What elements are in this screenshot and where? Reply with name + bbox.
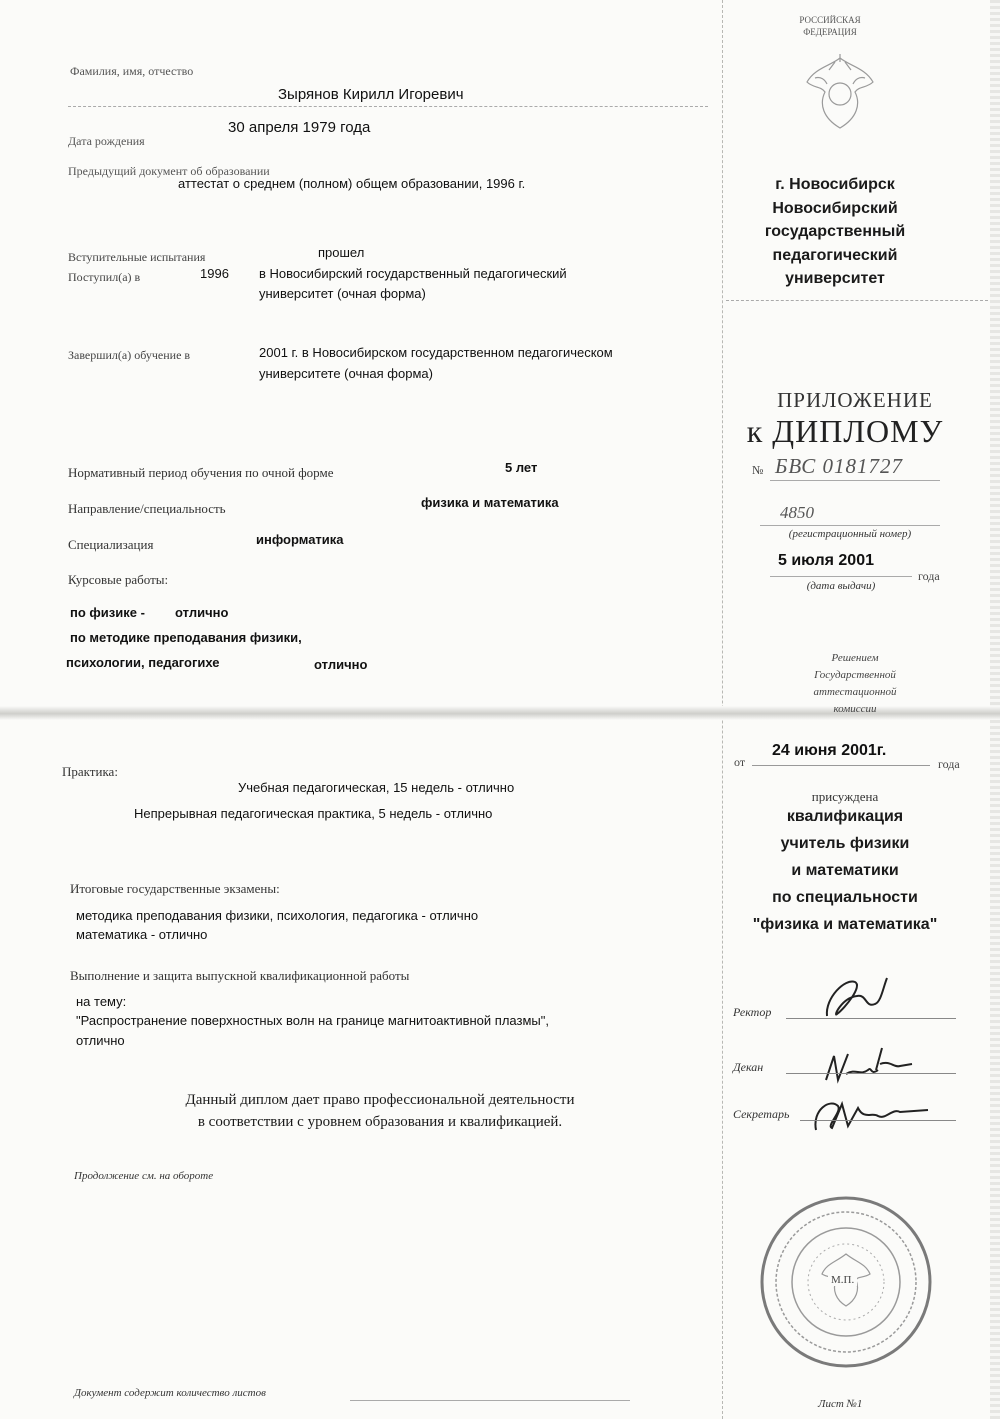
coat-of-arms-icon <box>795 48 885 138</box>
enrolled-line-1: в Новосибирский государственный педагогический <box>259 266 567 281</box>
thesis-topic-label: на тему: <box>76 994 127 1009</box>
continued-note: Продолжение см. на обороте <box>74 1170 214 1182</box>
name-value: Зырянов Кирилл Игоревич <box>278 86 464 103</box>
thesis-grade: отлично <box>76 1033 125 1048</box>
decision-line-4: комиссии <box>833 703 877 715</box>
decision-line-2: Государственной <box>814 669 896 681</box>
specialization-label: Специализация <box>68 537 154 552</box>
diploma-number-underline <box>770 480 940 481</box>
reg-number-underline <box>760 525 940 526</box>
qualification-line-1: квалификация <box>786 808 904 825</box>
period-label: Нормативный период обучения по очной форме <box>68 465 334 480</box>
rights-line-1: Данный диплом дает право профессиональной деятельности <box>185 1092 575 1108</box>
qualification-awarded: присуждена <box>811 789 879 804</box>
university-line-2: Новосибирский <box>772 199 898 217</box>
university-divider <box>726 300 988 301</box>
coursework-label: Курсовые работы: <box>68 572 169 587</box>
issue-date-underline <box>770 576 912 577</box>
decision-line-1: Решением <box>831 652 879 664</box>
enrolled-year: 1996 <box>200 266 229 281</box>
secretary-label: Секретарь <box>733 1107 790 1121</box>
qualification-block <box>745 803 945 938</box>
exams-label: Итоговые государственные экзамены: <box>70 881 280 896</box>
completed-line-1: 2001 г. в Новосибирском государственном педагогическом <box>259 345 613 360</box>
enrolled-line-2: университет (очная форма) <box>259 286 426 301</box>
rights-statement <box>100 1089 660 1133</box>
university-line-5: университет <box>785 270 885 287</box>
secretary-signature <box>808 1090 938 1140</box>
reg-number: 4850 <box>780 503 814 522</box>
specialization-value: информатика <box>256 532 344 547</box>
exams-item-1: методика преподавания физики, психология, педагогика - отлично <box>76 908 479 923</box>
qualification-line-4: по специальности <box>772 889 918 906</box>
thesis-topic: "Распространение поверхностных волн на границе магнитоактивной плазмы", <box>76 1013 549 1028</box>
period-value: 5 лет <box>505 460 538 475</box>
thesis-label: Выполнение и защита выпускной квалификационной работы <box>70 968 410 983</box>
sheet-number: Лист №1 <box>818 1398 863 1410</box>
qualification-line-2: учитель физики <box>780 835 910 852</box>
name-underline <box>68 106 708 107</box>
university-line-3: государственный <box>764 223 906 240</box>
prev-doc-label: Предыдущий документ об образовании <box>68 164 270 178</box>
issue-date-caption: (дата выдачи) <box>806 580 876 592</box>
dean-label: Декан <box>733 1060 764 1074</box>
sheets-count-line <box>350 1400 630 1401</box>
country-line-2: ФЕДЕРАЦИЯ <box>803 27 857 37</box>
decision-block <box>760 650 950 718</box>
decision-line-3: аттестационной <box>813 686 897 698</box>
practice-item-1: Учебная педагогическая, 15 недель - отлично <box>238 780 515 795</box>
qualification-year-suffix: года <box>938 757 960 771</box>
diploma-number: БВС 0181727 <box>775 454 903 478</box>
enrolled-label: Поступил(а) в <box>68 270 141 284</box>
country-header <box>770 14 890 38</box>
qualification-date-underline <box>752 765 930 766</box>
appendix-title-1: ПРИЛОЖЕНИЕ <box>777 388 933 412</box>
rights-line-2: в соответствии с уровнем образования и квалификацией. <box>197 1114 563 1130</box>
issue-date-suffix: года <box>918 569 940 583</box>
university-block <box>740 173 930 291</box>
name-label: Фамилия, имя, отчество <box>70 64 194 78</box>
rector-signature-line <box>786 1018 956 1019</box>
coursework-1: по физике - <box>70 605 145 620</box>
seal-mp: М.П. <box>828 1274 857 1286</box>
dean-signature-line <box>786 1073 956 1074</box>
coursework-3-grade: отлично <box>314 657 368 672</box>
completed-line-2: университете (очная форма) <box>259 366 433 381</box>
issue-date: 5 июля 2001 <box>778 552 874 569</box>
dob-value: 30 апреля 1979 года <box>228 119 371 136</box>
exams-item-2: математика - отлично <box>76 927 208 942</box>
direction-label: Направление/специальность <box>68 501 226 516</box>
coursework-1-grade: отлично <box>175 605 229 620</box>
direction-value: физика и математика <box>421 495 559 510</box>
country-line-1: РОССИЙСКАЯ <box>799 15 861 25</box>
prev-doc-value: аттестат о среднем (полном) общем образовании, 1996 г. <box>178 176 526 191</box>
diploma-number-prefix: № <box>752 463 764 477</box>
qualification-line-5: "физика и математика" <box>752 916 938 933</box>
sheets-count-note: Документ содержит количество листов <box>74 1387 266 1399</box>
secretary-signature-line <box>800 1120 956 1121</box>
university-line-4: педагогический <box>772 246 898 264</box>
coursework-2: по методике преподавания физики, <box>70 630 302 645</box>
dob-label: Дата рождения <box>68 134 145 148</box>
rector-label: Ректор <box>733 1005 772 1019</box>
completed-label: Завершил(а) обучение в <box>68 348 191 362</box>
reg-number-caption: (регистрационный номер) <box>788 528 912 540</box>
practice-label: Практика: <box>62 764 118 779</box>
entrance-label: Вступительные испытания <box>68 250 206 264</box>
entrance-value: прошел <box>318 245 365 260</box>
coursework-3: психологии, педагогихе <box>66 655 220 670</box>
university-line-1: г. Новосибирск <box>775 176 895 193</box>
dean-signature <box>820 1040 920 1088</box>
appendix-title-2: к ДИПЛОМУ <box>746 413 944 449</box>
qualification-from: от <box>734 755 746 769</box>
practice-item-2: Непрерывная педагогическая практика, 5 недель - отлично <box>134 806 493 821</box>
qualification-date: 24 июня 2001г. <box>772 742 887 759</box>
qualification-line-3: и математики <box>791 862 899 879</box>
